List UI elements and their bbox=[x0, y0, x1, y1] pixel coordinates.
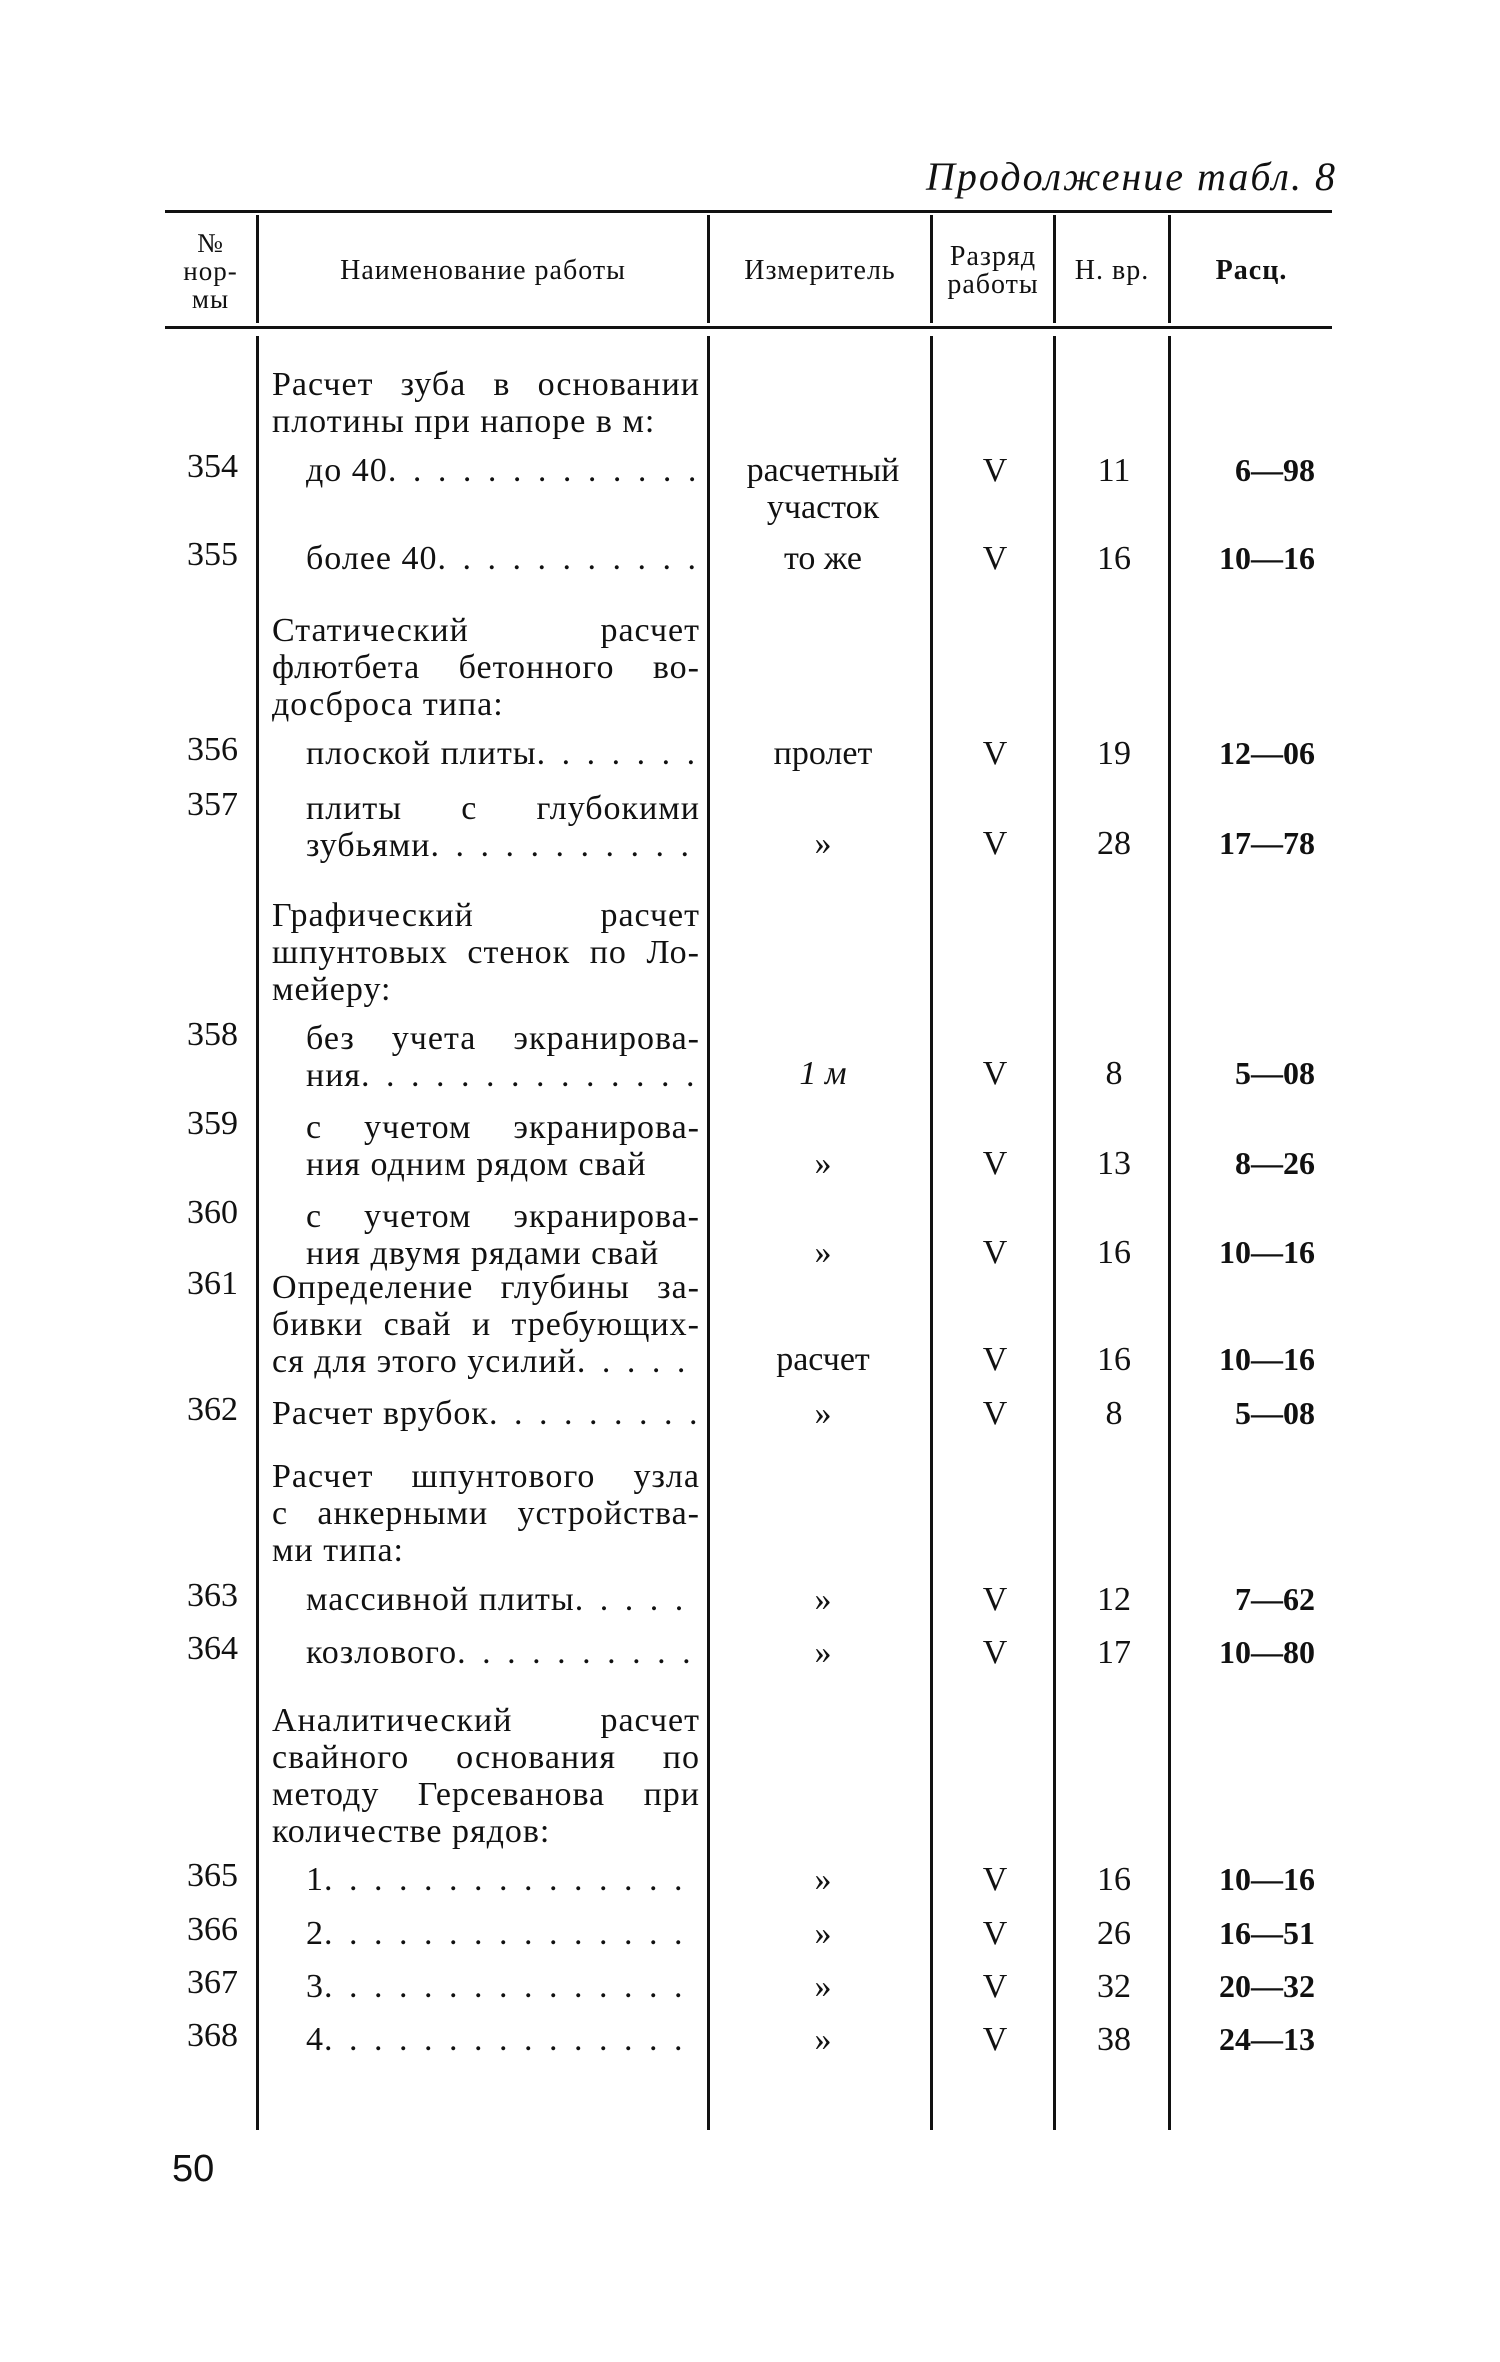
header-norm-number: № нор- мы bbox=[183, 228, 238, 314]
grade: V bbox=[982, 1395, 1008, 1432]
measure: » bbox=[814, 1634, 832, 1671]
norm-number: 360 bbox=[187, 1194, 238, 1231]
group-heading: Графический расчет шпунтовых стенок по Ло- мейеру: bbox=[272, 897, 700, 1008]
time-norm: 38 bbox=[1097, 2021, 1131, 2058]
header-measure: Измеритель bbox=[744, 255, 896, 286]
table-continuation-caption: Продолжение табл. 8 bbox=[925, 154, 1337, 199]
rate: 12—06 bbox=[1219, 735, 1315, 771]
norm-number: 358 bbox=[187, 1016, 238, 1053]
rate: 5—08 bbox=[1235, 1055, 1315, 1091]
group-heading: Аналитический расчет свайного основания по методу Герсеванова при количестве рядов: bbox=[272, 1702, 700, 1850]
rate: 10—16 bbox=[1219, 1341, 1315, 1377]
time-norm: 16 bbox=[1097, 1861, 1131, 1898]
grade: V bbox=[982, 1055, 1008, 1092]
measure: » bbox=[814, 1861, 832, 1898]
measure: » bbox=[814, 1145, 832, 1182]
work-name: 1 . . . bbox=[306, 1861, 700, 1898]
norm-number: 366 bbox=[187, 1911, 238, 1948]
time-norm: 13 bbox=[1097, 1145, 1131, 1182]
page-number: 50 bbox=[172, 2148, 215, 2190]
work-name: козлового . . . bbox=[306, 1634, 700, 1671]
work-name: массивной плиты . . . bbox=[306, 1581, 700, 1618]
time-norm: 12 bbox=[1097, 1581, 1131, 1618]
grade: V bbox=[982, 1861, 1008, 1898]
work-name: 4 . . . bbox=[306, 2021, 700, 2058]
work-name: 2 . . . bbox=[306, 1915, 700, 1952]
work-name: Определение глубины за- бивки свай и требующих- ся для этого усилий . . . bbox=[272, 1269, 700, 1380]
measure: расчет bbox=[776, 1341, 870, 1378]
rate: 8—26 bbox=[1235, 1145, 1315, 1181]
time-norm: 32 bbox=[1097, 1968, 1131, 2005]
grade: V bbox=[982, 735, 1008, 772]
grade: V bbox=[982, 1234, 1008, 1271]
norm-number: 362 bbox=[187, 1391, 238, 1428]
measure: » bbox=[814, 1234, 832, 1271]
rate: 5—08 bbox=[1235, 1395, 1315, 1431]
work-name: с учетом экранирова- ния одним рядом свай bbox=[306, 1109, 700, 1183]
body-divider bbox=[707, 336, 710, 2130]
time-norm: 19 bbox=[1097, 735, 1131, 772]
rate: 16—51 bbox=[1219, 1915, 1315, 1951]
header-time-norm: Н. вр. bbox=[1074, 255, 1150, 286]
grade: V bbox=[982, 1634, 1008, 1671]
norm-number: 364 bbox=[187, 1630, 238, 1667]
work-name: Расчет врубок . . . bbox=[272, 1395, 700, 1432]
header-work-name: Наименование работы bbox=[340, 255, 626, 286]
rate: 20—32 bbox=[1219, 1968, 1315, 2004]
time-norm: 26 bbox=[1097, 1915, 1131, 1952]
time-norm: 17 bbox=[1097, 1634, 1131, 1671]
rate: 10—16 bbox=[1219, 1234, 1315, 1270]
time-norm: 16 bbox=[1097, 1234, 1131, 1271]
grade: V bbox=[982, 1581, 1008, 1618]
work-name: без учета экранирова- ния . . . bbox=[306, 1020, 700, 1094]
norm-number: 355 bbox=[187, 536, 238, 573]
rate: 10—16 bbox=[1219, 540, 1315, 576]
work-name: 3 . . . bbox=[306, 1968, 700, 2005]
norm-number: 354 bbox=[187, 448, 238, 485]
measure: » bbox=[814, 1581, 832, 1618]
norm-number: 361 bbox=[187, 1265, 238, 1302]
time-norm: 8 bbox=[1105, 1055, 1123, 1092]
measure: пролет bbox=[773, 735, 873, 772]
grade: V bbox=[982, 1968, 1008, 2005]
grade: V bbox=[982, 1915, 1008, 1952]
group-heading: Расчет шпунтового узла с анкерными устройства- ми типа: bbox=[272, 1458, 700, 1569]
measure: » bbox=[814, 2021, 832, 2058]
measure: то же bbox=[783, 540, 863, 577]
measure: » bbox=[814, 1395, 832, 1432]
measure: расчетный участок bbox=[746, 452, 900, 526]
norm-number: 356 bbox=[187, 731, 238, 768]
measure: » bbox=[814, 825, 832, 862]
rate: 6—98 bbox=[1235, 452, 1315, 488]
header-rate: Расц. bbox=[1215, 255, 1288, 286]
rate: 7—62 bbox=[1235, 1581, 1315, 1617]
grade: V bbox=[982, 1341, 1008, 1378]
table-top-rule bbox=[165, 210, 1332, 213]
work-name: до 40 . . . bbox=[306, 452, 700, 489]
measure: 1 м bbox=[799, 1055, 847, 1092]
body-divider bbox=[256, 336, 259, 2130]
measure: » bbox=[814, 1968, 832, 2005]
rate: 24—13 bbox=[1219, 2021, 1315, 2057]
grade: V bbox=[982, 540, 1008, 577]
norm-number: 363 bbox=[187, 1577, 238, 1614]
measure: » bbox=[814, 1915, 832, 1952]
work-name: плоской плиты . . . bbox=[306, 735, 700, 772]
norm-number: 368 bbox=[187, 2017, 238, 2054]
time-norm: 11 bbox=[1097, 452, 1131, 489]
rate: 17—78 bbox=[1219, 825, 1315, 861]
grade: V bbox=[982, 2021, 1008, 2058]
work-name: более 40 . . . bbox=[306, 540, 700, 577]
grade: V bbox=[982, 452, 1008, 489]
group-heading: Статический расчет флютбета бетонного во- досброса типа: bbox=[272, 612, 700, 723]
group-heading: Расчет зуба в основании плотины при напоре в м: bbox=[272, 366, 700, 440]
norm-number: 357 bbox=[187, 786, 238, 823]
norm-number: 359 bbox=[187, 1105, 238, 1142]
time-norm: 8 bbox=[1105, 1395, 1123, 1432]
header-grade: Разряд работы bbox=[947, 241, 1039, 300]
norm-number: 367 bbox=[187, 1964, 238, 2001]
work-name: с учетом экранирова- ния двумя рядами свай bbox=[306, 1198, 700, 1272]
time-norm: 16 bbox=[1097, 1341, 1131, 1378]
work-name: плиты с глубокими зубьями . . . bbox=[306, 790, 700, 864]
rate: 10—80 bbox=[1219, 1634, 1315, 1670]
time-norm: 28 bbox=[1097, 825, 1131, 862]
grade: V bbox=[982, 825, 1008, 862]
grade: V bbox=[982, 1145, 1008, 1182]
rate: 10—16 bbox=[1219, 1861, 1315, 1897]
time-norm: 16 bbox=[1097, 540, 1131, 577]
norm-number: 365 bbox=[187, 1857, 238, 1894]
